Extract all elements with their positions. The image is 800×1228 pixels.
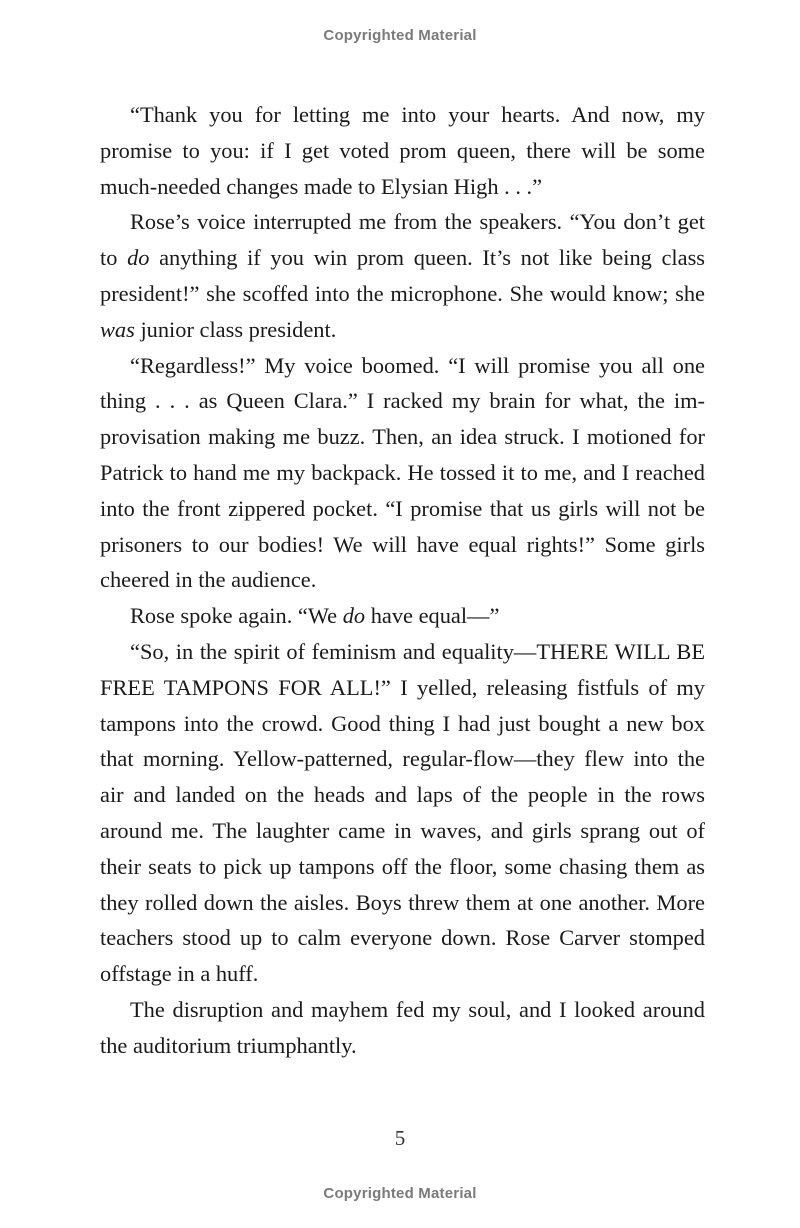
italic-text: was (100, 316, 135, 342)
text-run: anything if you win prom queen. It’s not like being class president!” she scoffed into the microphone. She would know; she (100, 245, 706, 306)
text-run: “Regardless!” My voice boomed. “I will promise you all one thing . . . as Queen Clara.” I racked my brain for what, the improvisation making me buzz. Then, an idea struck. I motioned for Patrick to hand me my backpack. He tossed it to me, and I reached into the front zippered pocket. “I promise that us girls will not be prisoners to our bodies! We will have equal rights!” Some girls cheered in the audience. (100, 352, 705, 593)
copyright-watermark-top: Copyrighted Material (323, 27, 477, 44)
text-run: have equal—” (365, 603, 500, 629)
paragraph (100, 992, 705, 1064)
paragraph (100, 204, 705, 347)
text-run: Rose spoke again. “We (130, 603, 343, 629)
text-run: junior class president. (134, 316, 337, 342)
text-run: The disruption and mayhem fed my soul, and I looked around the auditorium triumphantly. (100, 996, 705, 1058)
paragraph (100, 598, 705, 634)
text-run: Rose’s voice interrupted me from the speakers. “You don’t get to (100, 209, 705, 271)
italic-text: do (127, 245, 150, 271)
copyright-watermark-bottom: Copyrighted Material (323, 1185, 477, 1202)
paragraph (100, 634, 705, 992)
body-text (100, 97, 705, 1064)
text-run: “Thank you for letting me into your hearts. And now, my promise to you: if I get voted prom queen, there will be some much-needed changes made to Elysian High . . .” (100, 102, 705, 199)
page-number: 5 (394, 1126, 406, 1150)
italic-text: do (342, 603, 366, 629)
text-run: “So, in the spirit of feminism and equality—THERE WILL BE FREE TAMPONS FOR ALL!” I yelled, releasing fistfuls of my tampons into the crowd. Good thing I had just bought a new box that morning. Yellow-patterned, regular-flow—they flew into the air and landed on the heads and laps of the people in the rows around me. The laughter came in waves, and girls sprang out of their seats to pick up tampons off the floor, some chasing them as they rolled down the aisles. Boys threw them at one another. More teachers stood up to calm everyone down. Rose Carver stomped offstage in a huff. (100, 638, 705, 987)
paragraph (100, 348, 705, 599)
paragraph (100, 97, 705, 204)
